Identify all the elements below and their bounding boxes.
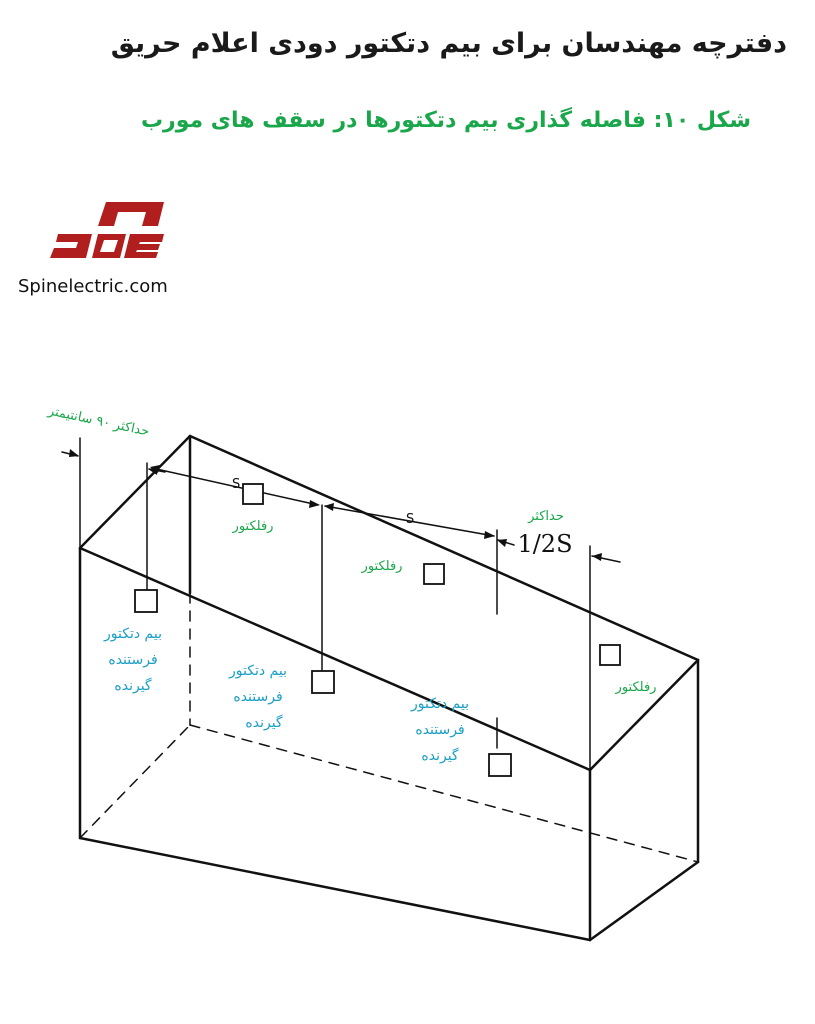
site-url[interactable]: Spinelectric.com <box>18 276 168 297</box>
beam-detector-label-2: بیم دتکتور <box>229 663 287 679</box>
reflector-label-3: رفلکتور <box>615 680 657 695</box>
reflector-square-1 <box>243 484 263 504</box>
receiver-label-1: گیرنده <box>114 678 152 694</box>
edge-right-top <box>590 660 698 770</box>
transmitter-label-2: فرستنده <box>233 689 283 705</box>
edge-left-top <box>80 436 190 548</box>
edge-front-bottom <box>80 838 590 940</box>
reflector-label-2: رفلکتور <box>361 559 403 574</box>
s-label-1: S <box>232 477 241 492</box>
edge-right-bottom <box>590 862 698 940</box>
half-s-label: 1/2S <box>517 530 573 558</box>
receiver-label-3: گیرنده <box>421 748 459 764</box>
edge-slope-back <box>190 436 698 660</box>
figure-caption: شکل ۱۰: فاصله گذاری بیم دتکتورها در سقف های مورب <box>140 108 751 133</box>
arrowhead-s2-a <box>324 503 334 511</box>
arrowhead-90cm-a <box>69 449 79 457</box>
max-label: حداکثر <box>528 509 564 524</box>
reflector-square-2 <box>424 564 444 584</box>
reflector-square-3 <box>600 645 620 665</box>
beam-detector-square-1 <box>135 590 157 612</box>
arrowhead-s1-b <box>309 500 320 508</box>
s-label-2: S <box>406 512 415 527</box>
max-90cm-label: حداکثر ۹۰ سانتیمتر <box>46 403 151 440</box>
receiver-label-2: گیرنده <box>245 715 283 731</box>
hidden-edge-back-bottom <box>190 725 698 862</box>
transmitter-label-1: فرستنده <box>108 652 158 668</box>
beam-detector-square-2 <box>312 671 334 693</box>
beam-detector-label-1: بیم دتکتور <box>104 626 162 642</box>
beam-detector-square-3 <box>489 754 511 776</box>
transmitter-label-3: فرستنده <box>415 722 465 738</box>
reflector-label-1: رفلکتور <box>232 519 274 534</box>
arrowhead-s2-b <box>484 531 495 539</box>
arrowhead-halfs-a <box>497 539 507 547</box>
hidden-edge-left-bottom <box>80 725 190 838</box>
beam-detector-label-3: بیم دتکتور <box>411 696 469 712</box>
page-title: دفترچه مهندسان برای بیم دتکتور دودی اعلام حریق <box>110 28 787 59</box>
